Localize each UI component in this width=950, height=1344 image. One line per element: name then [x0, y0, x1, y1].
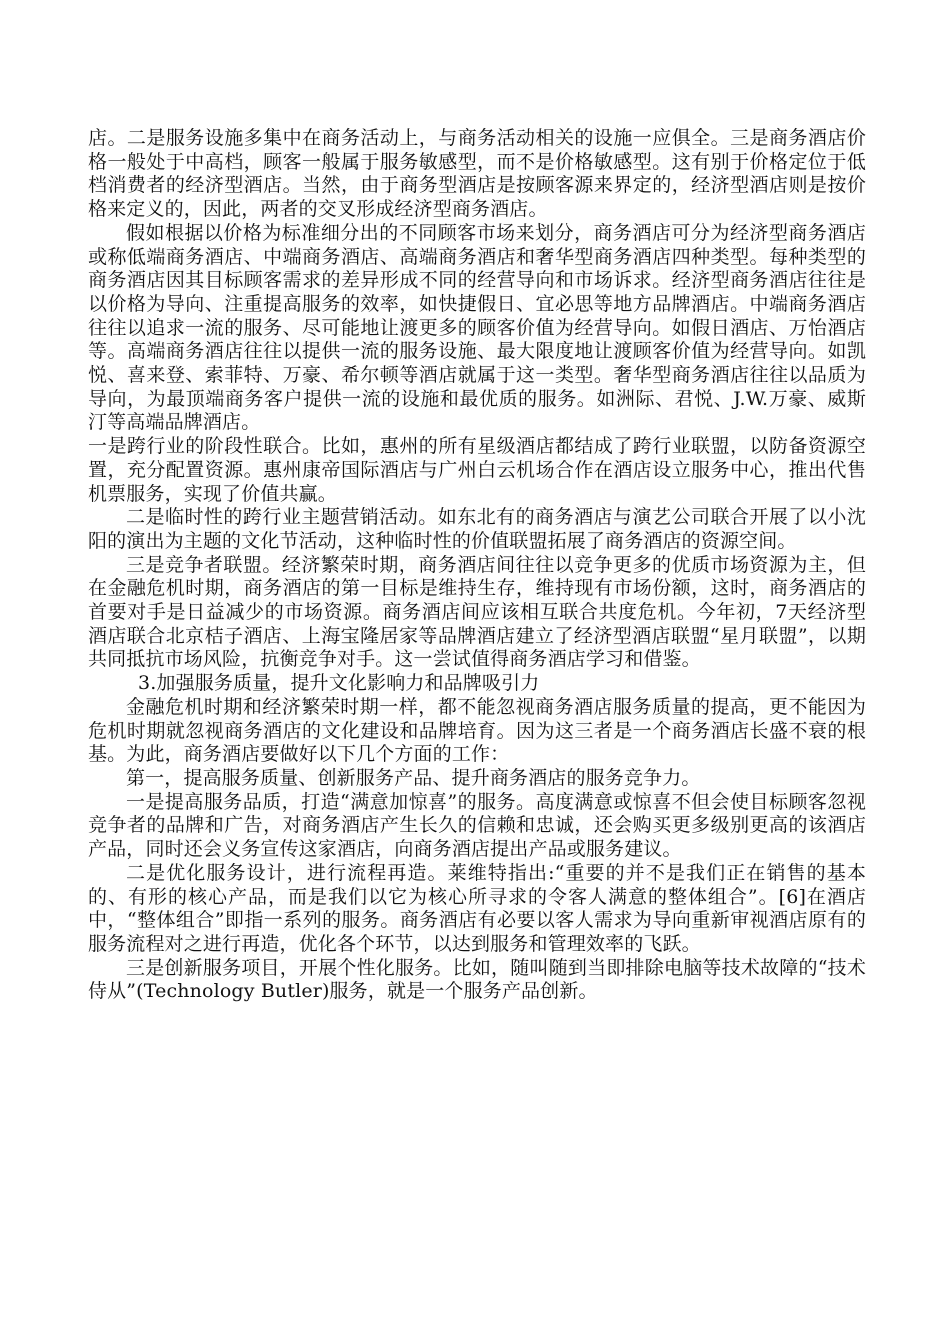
paragraph-1: 店。二是服务设施多集中在商务活动上，与商务活动相关的设施一应俱全。三是商务酒店价格一般处于中高档，顾客一般属于服务敏感型，而不是价格敏感型。这有别于价格定位于低档消费者的经济型酒店。当然，由于商务型酒店是按顾客源来界定的，经济型酒店则是按价格来定义的，因此，两者的交叉形成经济型商务酒店。: [88, 127, 866, 221]
paragraph-3: 一是跨行业的阶段性联合。比如，惠州的所有星级酒店都结成了跨行业联盟，以防备资源空置，充分配置资源。惠州康帝国际酒店与广州白云机场合作在酒店设立服务中心，推出代售机票服务，实现了价值共赢。: [88, 435, 866, 505]
paragraph-5: 三是竞争者联盟。经济繁荣时期，商务酒店间往往以竞争更多的优质市场资源为主，但在金融危机时期，商务酒店的第一目标是维持生存，维持现有市场份额，这时，商务酒店的首要对手是日益减少的市场资源。商务酒店间应该相互联合共度危机。今年初，7天经济型酒店联合北京桔子酒店、上海宝隆居家等品牌酒店建立了经济型酒店联盟“星月联盟”，以期共同抵抗市场风险，抗衡竞争对手。这一尝试值得商务酒店学习和借鉴。: [88, 553, 866, 671]
document-body: [88, 127, 866, 1004]
paragraph-7: 第一，提高服务质量、创新服务产品、提升商务酒店的服务竞争力。: [126, 766, 701, 789]
section-heading: 3.加强服务质量，提升文化影响力和品牌吸引力: [138, 672, 540, 695]
paragraph-9: 二是优化服务设计，进行流程再造。莱维特指出:“重要的并不是我们正在销售的基本的、有形的核心产品，而是我们以它为核心所寻求的令客人满意的整体组合”。[6]在酒店中，“整体组合”即指一系列的服务。商务酒店有必要以客人需求为导向重新审视酒店原有的服务流程对之进行再造，优化各个环节，以达到服务和管理效率的飞跃。: [88, 861, 866, 955]
paragraph-10: 三是创新服务项目，开展个性化服务。比如，随叫随到当即排除电脑等技术故障的“技术侍从”(Technology Butler)服务，就是一个服务产品创新。: [88, 956, 866, 1003]
paragraph-6: 金融危机时期和经济繁荣时期一样，都不能忽视商务酒店服务质量的提高，更不能因为危机时期就忽视商务酒店的文化建设和品牌培育。因为这三者是一个商务酒店长盛不衰的根基。为此，商务酒店要做好以下几个方面的工作：: [88, 695, 866, 766]
paragraph-8: 一是提高服务品质，打造“满意加惊喜”的服务。高度满意或惊喜不但会使目标顾客忽视竞争者的品牌和广告，对商务酒店产生长久的信赖和忠诚，还会购买更多级别更高的该酒店产品，同时还会义务宣传这家酒店，向商务酒店提出产品或服务建议。: [88, 790, 866, 861]
paragraph-4: 二是临时性的跨行业主题营销活动。如东北有的商务酒店与演艺公司联合开展了以小沈阳的演出为主题的文化节活动，这种临时性的价值联盟拓展了商务酒店的资源空间。: [88, 506, 866, 552]
paragraph-2: 假如根据以价格为标准细分出的不同顾客市场来划分，商务酒店可分为经济型商务酒店或称低端商务酒店、中端商务酒店、高端商务酒店和奢华型商务酒店四种类型。每种类型的商务酒店因其目标顾客需求的差异形成不同的经营导向和市场诉求。经济型商务酒店往往是以价格为导向、注重提高服务的效率，如快捷假日、宜必思等地方品牌酒店。中端商务酒店往往以追求一流的服务、尽可能地让渡更多的顾客价值为经营导向。如假日酒店、万怡酒店等。高端商务酒店往往以提供一流的服务设施、最大限度地让渡顾客价值为经营导向。如凯悦、喜来登、索菲特、万豪、希尔顿等酒店就属于这一类型。奢华型商务酒店往往以品质为导向，为最顶端商务客户提供一流的设施和最优质的服务。如洲际、君悦、J.W.万豪、威斯汀等高端品牌酒店。: [88, 221, 866, 434]
